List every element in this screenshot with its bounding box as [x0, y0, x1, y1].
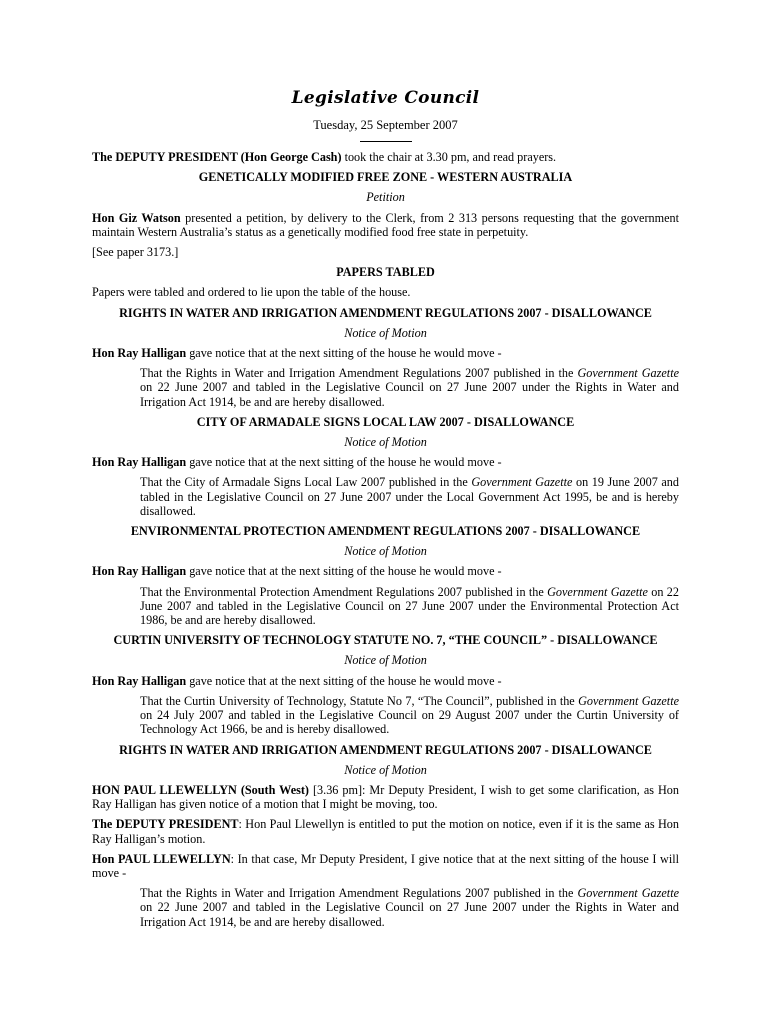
speaker-name: Hon Ray Halligan: [92, 455, 187, 470]
gazette-title: Government Gazette: [577, 366, 679, 381]
paragraph-text: gave notice that at the next sitting of the house he would move -: [186, 455, 502, 470]
motion-part: That the Rights in Water and Irrigation Amendment Regulations 2007 published in the: [140, 366, 578, 381]
motion-text: [140, 366, 679, 409]
petition-paragraph: [92, 211, 679, 239]
speaker-name: Hon Ray Halligan: [92, 673, 187, 688]
gazette-title: Government Gazette: [471, 475, 573, 490]
motion-text: [140, 694, 679, 737]
section-heading: RIGHTS IN WATER AND IRRIGATION AMENDMENT REGULATIONS 2007 - DISALLOWANCE: [119, 305, 652, 320]
papers-tabled-paragraph: Papers were tabled and ordered to lie upon the table of the house.: [92, 285, 411, 300]
motion-part: on 22 June 2007 and tabled in the Legislative Council on 27 June 2007 under the Environmental Protection Act 1986, be and are hereby disallowed.: [140, 584, 679, 628]
section-heading: RIGHTS IN WATER AND IRRIGATION AMENDMENT REGULATIONS 2007 - DISALLOWANCE: [119, 742, 652, 757]
speaker-name: Hon Ray Halligan: [92, 564, 187, 579]
speaker-name: The DEPUTY PRESIDENT (Hon George Cash): [92, 150, 342, 164]
motion-part: That the Curtin University of Technology, Statute No 7, “The Council”, published in the: [140, 693, 579, 708]
section-subheading: Notice of Motion: [344, 653, 427, 668]
motion-part: That the Environmental Protection Amendment Regulations 2007 published in the: [140, 584, 548, 599]
section-heading: CURTIN UNIVERSITY OF TECHNOLOGY STATUTE NO. 7, “THE COUNCIL” - DISALLOWANCE: [113, 633, 658, 648]
paragraph-text: took the chair at 3.30 pm, and read prayers.: [341, 150, 557, 164]
section-heading: PAPERS TABLED: [336, 265, 435, 280]
title-divider: [360, 141, 412, 142]
speaker-name: Hon PAUL LLEWELLYN: [92, 851, 231, 866]
section-heading: CITY OF ARMADALE SIGNS LOCAL LAW 2007 - DISALLOWANCE: [196, 414, 575, 429]
motion-part: on 22 June 2007 and tabled in the Legislative Council on 27 June 2007 under the Rights in Water and Irrigation Act 1914, be and are hereby disallowed.: [140, 900, 679, 929]
section-subheading: Notice of Motion: [344, 544, 427, 559]
speech-paragraph: [92, 783, 679, 811]
paragraph-text: gave notice that at the next sitting of the house he would move -: [186, 346, 502, 361]
speaker-name: The DEPUTY PRESIDENT: [92, 817, 239, 832]
motion-part: on 24 July 2007 and tabled in the Legislative Council on 29 August 2007 under the Curtin University of Technology Act 1966, be and is hereby disallowed.: [140, 708, 679, 737]
section-subheading: Notice of Motion: [344, 325, 427, 340]
paragraph-text: [3.36 pm]: Mr Deputy President, I wish to get some clarification, as Hon Ray Halligan has given notice of a motion that I might be moving, too.: [92, 782, 679, 812]
section-subheading: Notice of Motion: [344, 435, 427, 450]
speech-paragraph: [92, 852, 679, 880]
paragraph-text: presented a petition, by delivery to the Clerk, from 2 313 persons requesting that the government maintain Western Australia’s status as a genetically modified food free state in perpetuity.: [92, 210, 679, 239]
notice-paragraph: [92, 346, 679, 360]
notice-paragraph: [92, 674, 679, 688]
notice-paragraph: [92, 455, 679, 469]
section-subheading: Notice of Motion: [344, 762, 427, 777]
document-page: [92, 88, 679, 935]
speech-paragraph: [92, 817, 679, 845]
opening-paragraph: [92, 150, 679, 164]
motion-text: [140, 475, 679, 518]
speaker-name: Hon Ray Halligan: [92, 346, 187, 361]
notice-paragraph: [92, 564, 679, 578]
speaker-name: HON PAUL LLEWELLYN (South West): [92, 782, 309, 797]
page-title: Legislative Council: [291, 88, 480, 108]
paragraph-text: gave notice that at the next sitting of the house he would move -: [186, 673, 502, 688]
motion-text: [140, 886, 679, 929]
speaker-name: Hon Giz Watson: [92, 210, 181, 225]
sitting-date: Tuesday, 25 September 2007: [313, 118, 458, 132]
paragraph-text: : In that case, Mr Deputy President, I give notice that at the next sitting of the house I will move -: [92, 851, 679, 880]
gazette-title: Government Gazette: [577, 886, 679, 901]
motion-part: That the City of Armadale Signs Local Law 2007 published in the: [140, 475, 472, 490]
section-heading: ENVIRONMENTAL PROTECTION AMENDMENT REGULATIONS 2007 - DISALLOWANCE: [130, 524, 641, 539]
section-heading: GENETICALLY MODIFIED FREE ZONE - WESTERN AUSTRALIA: [198, 170, 573, 185]
gazette-title: Government Gazette: [547, 584, 648, 599]
motion-part: on 19 June 2007 and tabled in the Legislative Council on 27 June 2007 under the Local Government Act 1995, be and is hereby disallowed.: [140, 475, 679, 518]
section-subheading: Petition: [366, 190, 405, 205]
motion-text: [140, 585, 679, 628]
paragraph-text: gave notice that at the next sitting of the house he would move -: [186, 564, 502, 579]
gazette-title: Government Gazette: [578, 693, 679, 708]
motion-part: on 22 June 2007 and tabled in the Legislative Council on 27 June 2007 under the Rights in Water and Irrigation Act 1914, be and are hereby disallowed.: [140, 380, 679, 409]
motion-part: That the Rights in Water and Irrigation Amendment Regulations 2007 published in the: [140, 886, 578, 901]
paragraph-text: : Hon Paul Llewellyn is entitled to put the motion on notice, even if it is the same as Hon Ray Halligan’s motion.: [92, 817, 679, 846]
paper-reference: [See paper 3173.]: [92, 245, 179, 260]
